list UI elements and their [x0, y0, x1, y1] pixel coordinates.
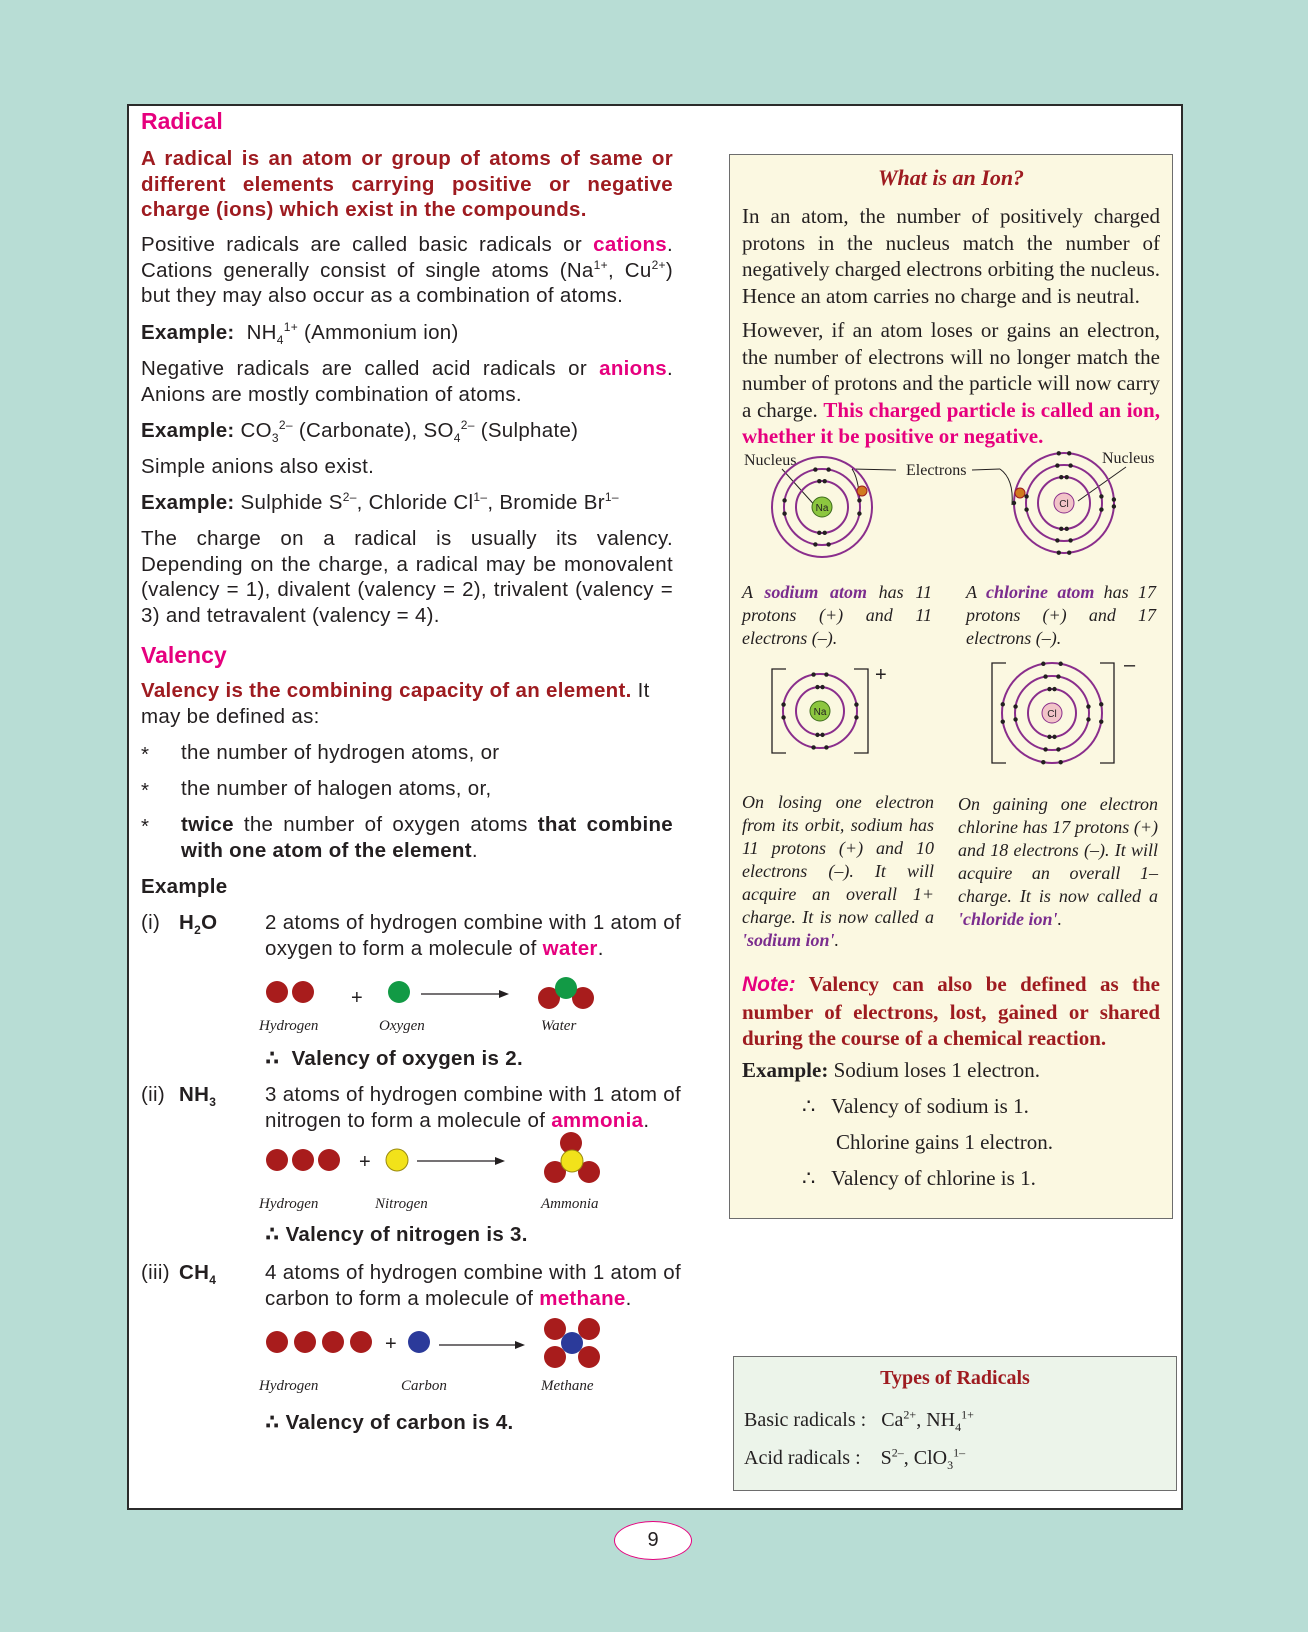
example-1-text [265, 910, 685, 961]
electron-dot [782, 498, 786, 502]
na-charge: 1+ [593, 257, 608, 272]
note-text [742, 971, 1160, 1052]
therefore-symbol: ∴ [802, 1166, 816, 1190]
positive-text-3: , Cu [607, 258, 652, 282]
formula: CH [179, 1261, 210, 1284]
electron-dot [1024, 507, 1028, 511]
example-ammonium [141, 320, 459, 347]
cu-charge: 2+ [651, 257, 666, 272]
bullet3-bold: that combine with one atom of the element [181, 813, 673, 862]
clo-sub: 3 [947, 1458, 954, 1472]
electron-dot [781, 702, 785, 706]
electron-dot [811, 745, 815, 749]
s-charge: 2– [891, 1445, 904, 1460]
electron-dot [1047, 735, 1051, 739]
electron-dot [854, 702, 858, 706]
ion-para-2 [742, 317, 1160, 450]
formula-sub: 3 [209, 1095, 217, 1110]
valency-def-rest: It may be defined as: [141, 679, 650, 728]
electron-dot [1043, 674, 1047, 678]
acid-label: Acid radicals : [744, 1447, 861, 1469]
caption-hydrogen: Hydrogen [259, 1196, 319, 1212]
bullet-2 [141, 778, 149, 805]
electron-dot [826, 467, 830, 471]
formula: NH [179, 1083, 210, 1106]
anions-term: anions [599, 357, 667, 380]
hydrogen-atom [350, 1331, 372, 1353]
hydrogen-atom [292, 1149, 314, 1171]
electron-dot [1059, 527, 1063, 531]
simple-anions-text: Simple anions also exist. [141, 455, 375, 478]
sodium-ion-term: 'sodium ion' [742, 930, 835, 950]
example-line: Sodium loses 1 electron. [828, 1058, 1041, 1082]
caption-oxygen: Oxygen [379, 1018, 425, 1034]
sulphide-charge: 2– [342, 490, 357, 505]
bullet-1-text: the number of hydrogen atoms, or [181, 741, 500, 764]
electron-dot [813, 542, 817, 546]
bullet-1 [141, 742, 149, 769]
formula-tail: O [201, 911, 218, 934]
example-3-text [265, 1260, 685, 1311]
plus-sign: + [351, 987, 363, 1009]
caption-part: . [1057, 909, 1063, 929]
clo-charge: 1– [953, 1445, 966, 1460]
ion-example-line-1 [742, 1057, 1040, 1084]
caption-carbon: Carbon [401, 1378, 447, 1394]
co-sup: 2– [278, 418, 293, 433]
electron-dot [1012, 501, 1016, 505]
electron-dot [817, 479, 821, 483]
caption-hydrogen: Hydrogen [259, 1018, 319, 1034]
electron-dot [815, 733, 819, 737]
radical-definition: A radical is an atom or group of atoms of same or different elements carrying positive or negative charge (ions) which exist in the compounds. [141, 147, 673, 221]
electron-dot [781, 715, 785, 719]
example-label: Example: [141, 491, 235, 514]
nh-sub: 4 [276, 333, 284, 348]
methane-hydrogen [578, 1346, 600, 1368]
example-label: Example: [742, 1058, 829, 1082]
electron-dot [1056, 747, 1060, 751]
therefore-symbol: ∴ [265, 1223, 280, 1246]
caption-nitrogen: Nitrogen [375, 1196, 428, 1212]
hydrogen-atom [266, 1149, 288, 1171]
chlorine-atom-caption [966, 581, 1156, 650]
so-sup: 2– [460, 418, 475, 433]
gained-electron [1015, 488, 1025, 498]
electron-dot [1024, 494, 1028, 498]
water-reaction-diagram [259, 966, 619, 1016]
conclusion-text: Valency of oxygen is 2. [291, 1047, 523, 1070]
bullet-marker: * [141, 815, 150, 838]
example-text: 3 atoms of hydrogen combine with 1 atom of nitrogen to form a molecule of [265, 1083, 681, 1132]
separator: , ClO [903, 1447, 948, 1469]
electron-dot [1086, 717, 1090, 721]
caption-water: Water [541, 1018, 577, 1034]
product-name: methane [539, 1286, 626, 1310]
page-number: 9 [614, 1521, 692, 1560]
electron-dot [1013, 704, 1017, 708]
example-line: Valency of chlorine is 1. [831, 1166, 1036, 1190]
co-formula: CO [234, 419, 272, 442]
caption-part: has 17 protons (+) and 17 electrons (–). [966, 582, 1156, 648]
electron-dot [811, 672, 815, 676]
electron-dot [824, 672, 828, 676]
ion-diagrams [730, 655, 1172, 781]
product-name: ammonia [551, 1108, 644, 1132]
sodium-symbol: Na [815, 503, 829, 514]
arrow-head [515, 1341, 525, 1349]
electron-dot [1112, 504, 1116, 508]
formula-sub: 4 [209, 1273, 217, 1288]
positive-text-1: Positive radicals are called basic radicals or [141, 233, 594, 256]
electron-dot [1059, 475, 1063, 479]
valence-electron [857, 486, 867, 496]
methane-reaction-diagram [259, 1312, 619, 1378]
electron-dot [1086, 704, 1090, 708]
positive-text-2: . Cations generally consist of single atoms (Na [141, 233, 673, 282]
electron-dot [857, 498, 861, 502]
electron-dot [1058, 662, 1062, 666]
electron-dot [820, 733, 824, 737]
ion-para-2-text: However, if an atom loses or gains an electron, the number of electrons will no longer match the number of protons and the particle will now carry a charge. [742, 318, 1160, 422]
electron-dot [1068, 538, 1072, 542]
electron-dot [1068, 463, 1072, 467]
positive-text-4: ) but they may also occur as a combination of atoms. [141, 258, 673, 307]
methane-hydrogen [578, 1318, 600, 1340]
chlorine-symbol: Cl [1047, 709, 1057, 720]
caption-methane: Methane [541, 1378, 594, 1394]
bullet3-mid: the number of oxygen atoms [233, 813, 538, 836]
electron-dot [1055, 463, 1059, 467]
electron-dot [824, 745, 828, 749]
ion-example-line-4 [802, 1165, 1036, 1192]
radical-charge-text: The charge on a radical is usually its valency. Depending on the charge, a radical may be monovalent (valency = 1), divalent (valency = 2), trivalent (valency = 3) and tetravalent (valency = 4). [141, 527, 673, 627]
what-is-an-ion-box [729, 154, 1173, 1219]
sodium-ion-caption [742, 791, 934, 952]
ion-box-title: What is an Ion? [877, 165, 1025, 190]
period: . [597, 936, 604, 960]
radical-heading: Radical [141, 108, 223, 134]
example-2-formula [179, 1082, 216, 1109]
types-of-radicals-box [733, 1356, 1177, 1491]
bromide: , Bromide Br [487, 491, 605, 514]
therefore-symbol: ∴ [802, 1094, 816, 1118]
positive-charge: + [875, 664, 887, 686]
nucleus-label-right: Nucleus [1102, 450, 1155, 467]
caption-ammonia: Ammonia [541, 1196, 599, 1212]
hydrogen-atom [294, 1331, 316, 1353]
conclusion-nitrogen [265, 1222, 528, 1249]
chloride-charge: 1– [473, 490, 488, 505]
electron-dot [1055, 538, 1059, 542]
electron-dot [815, 685, 819, 689]
electron-dot [823, 479, 827, 483]
sulphate-name: (Sulphate) [474, 419, 579, 442]
valency-definition [141, 678, 673, 729]
bullet-2-text: the number of halogen atoms, or, [181, 777, 492, 800]
period: . [643, 1108, 650, 1132]
formula-sub: 2 [194, 923, 202, 938]
electron-dot [1099, 494, 1103, 498]
conclusion-carbon [265, 1410, 514, 1437]
oxygen-atom [388, 981, 410, 1003]
co-sub: 3 [271, 431, 279, 446]
electron-dot [1067, 451, 1071, 455]
ammonium-name: (Ammonium ion) [298, 321, 459, 344]
sodium-ion-diagram [772, 664, 887, 753]
nh-sub: 4 [955, 1420, 962, 1434]
caption-hydrogen: Hydrogen [259, 1378, 319, 1394]
methane-hydrogen [544, 1346, 566, 1368]
basic-label: Basic radicals : [744, 1409, 867, 1431]
electron-dot [817, 531, 821, 535]
electron-dot [1112, 497, 1116, 501]
electron-dot [1067, 551, 1071, 555]
plus-sign: + [385, 1333, 397, 1355]
types-title: Types of Radicals [880, 1367, 1030, 1389]
methane-hydrogen [544, 1318, 566, 1340]
example-text: 2 atoms of hydrogen combine with 1 atom of oxygen to form a molecule of [265, 911, 681, 960]
bracket-left [992, 663, 1006, 763]
electron-dot [1099, 719, 1103, 723]
bullet-marker: * [141, 743, 150, 766]
bullet3-end: . [471, 838, 478, 862]
ammonia-nitrogen [561, 1150, 583, 1172]
electron-dot [823, 531, 827, 535]
chlorine-atom-diagram [1014, 453, 1114, 553]
example-1-formula [179, 910, 217, 937]
nh-sup: 1+ [283, 320, 299, 335]
electron-dot [1058, 760, 1062, 764]
positive-radicals-text [141, 232, 673, 309]
carbonate-name: (Carbonate), SO [292, 419, 454, 442]
electron-dot [1001, 719, 1005, 723]
separator: , NH [916, 1409, 956, 1431]
electron-dot [1065, 475, 1069, 479]
chlorine-symbol: Cl [1059, 499, 1069, 510]
ca: Ca [881, 1409, 904, 1431]
formula: H [179, 911, 195, 934]
electron-dot [854, 715, 858, 719]
hydrogen-atom [322, 1331, 344, 1353]
ion-example-line-3: Chlorine gains 1 electron. [836, 1130, 1053, 1154]
basic-radicals-row [744, 1407, 974, 1434]
hydrogen-atom [292, 981, 314, 1003]
methane-carbon [561, 1332, 583, 1354]
electron-dot [1057, 551, 1061, 555]
example-3-num: (iii) [141, 1261, 170, 1284]
arrow-head [499, 990, 509, 998]
arrow-head [495, 1157, 505, 1165]
bullet-3-text [181, 812, 673, 863]
chlorine-atom-term: chlorine atom [986, 582, 1095, 602]
note-label: Note: [742, 973, 796, 996]
sodium-atom-diagram [772, 457, 872, 557]
page-frame [127, 104, 1183, 1510]
example-2-text [265, 1082, 685, 1133]
chloride-ion-diagram [992, 655, 1136, 763]
negative-radicals-text [141, 356, 673, 407]
ion-example-line-2 [802, 1093, 1029, 1120]
caption-part: On losing one electron from its orbit, sodium has 11 protons (+) and 10 electrons (–). It will acquire an overall 1+ charge. It is now called a [742, 792, 934, 927]
bullet-marker: * [141, 779, 150, 802]
so-sub: 4 [453, 431, 461, 446]
water-oxygen [555, 977, 577, 999]
example-text: 4 atoms of hydrogen combine with 1 atom of carbon to form a molecule of [265, 1261, 681, 1310]
electron-dot [820, 685, 824, 689]
valency-def-bold: Valency is the combining capacity of an element. [141, 679, 632, 702]
s: S [880, 1447, 892, 1469]
electrons-pointer-right-curve [1000, 469, 1012, 505]
electron-dot [1099, 507, 1103, 511]
electron-dot [1057, 451, 1061, 455]
hydrogen-atom [266, 981, 288, 1003]
example-heading: Example [141, 875, 228, 898]
chloride: , Chloride Cl [356, 491, 474, 514]
electron-dot [1013, 717, 1017, 721]
caption-part: has 11 protons (+) and 11 electrons (–). [742, 582, 932, 648]
therefore-symbol: ∴ [265, 1047, 280, 1070]
caption-part: A [966, 582, 986, 602]
electron-dot [1041, 662, 1045, 666]
ammonia-reaction-diagram [259, 1130, 619, 1192]
nh-formula: NH [246, 321, 277, 344]
bromide-charge: 1– [604, 490, 619, 505]
hydrogen-atom [318, 1149, 340, 1171]
electron-dot [826, 542, 830, 546]
sulphide: Sulphide S [234, 491, 343, 514]
example-line: Valency of sodium is 1. [831, 1094, 1029, 1118]
electron-dot [857, 511, 861, 515]
conclusion-text: Valency of carbon is 4. [285, 1411, 514, 1434]
acid-radicals-row [744, 1445, 965, 1472]
therefore-symbol: ∴ [265, 1411, 280, 1434]
nucleus-label-left: Nucleus [744, 452, 797, 469]
electrons-pointer-right [972, 469, 1000, 470]
product-name: water [542, 936, 598, 960]
negative-text-1: Negative radicals are called acid radicals or [141, 357, 600, 380]
electron-dot [1065, 527, 1069, 531]
conclusion-text: Valency of nitrogen is 3. [285, 1223, 528, 1246]
electron-dot [813, 467, 817, 471]
electron-dot [1056, 674, 1060, 678]
ion-para-1: In an atom, the number of positively charged protons in the nucleus match the number of negatively charged electrons orbiting the nucleus. Hence an atom carries no charge and is neutral. [742, 204, 1160, 308]
nitrogen-atom [386, 1149, 408, 1171]
ion-definition: This charged particle is called an ion, whether it be positive or negative. [742, 397, 1160, 448]
electron-dot [1041, 760, 1045, 764]
note-body: Valency can also be defined as the number of electrons, lost, gained or shared during the course of a chemical reaction. [742, 972, 1160, 1050]
electron-dot [1052, 735, 1056, 739]
chloride-ion-term: 'chloride ion' [958, 909, 1058, 929]
electron-dot [1001, 702, 1005, 706]
nh-charge: 1+ [961, 1407, 974, 1422]
electron-dot [1047, 687, 1051, 691]
electrons-pointer-left [852, 469, 896, 470]
sodium-symbol: Na [813, 707, 827, 718]
caption-part: On gaining one electron chlorine has 17 protons (+) and 18 electrons (–). It will acquire an overall 1– charge. It is now called a [958, 794, 1158, 906]
electron-dot [1052, 687, 1056, 691]
valency-heading: Valency [141, 642, 227, 668]
electrons-label: Electrons [906, 462, 967, 479]
example-2-num: (ii) [141, 1083, 165, 1106]
example-label: Example: [141, 419, 235, 442]
period: . [625, 1286, 632, 1310]
atom-diagrams [730, 445, 1172, 575]
example-3-formula [179, 1260, 216, 1287]
example-simple-anions [141, 490, 619, 517]
carbon-atom [408, 1331, 430, 1353]
example-label: Example: [141, 321, 235, 344]
twice-bold: twice [181, 813, 234, 836]
electron-dot [1099, 702, 1103, 706]
caption-part: A [742, 582, 765, 602]
example-1-num: (i) [141, 911, 161, 934]
bullet-3 [141, 814, 149, 841]
hydrogen-atom [266, 1331, 288, 1353]
sodium-atom-caption [742, 581, 932, 650]
chloride-ion-caption [958, 793, 1158, 931]
sodium-atom-term: sodium atom [764, 582, 868, 602]
example-carbonate-sulphate [141, 418, 578, 445]
ca-charge: 2+ [903, 1407, 917, 1422]
cations-term: cations [593, 233, 667, 256]
plus-sign: + [359, 1151, 371, 1173]
negative-text-2: . Anions are mostly combination of atoms. [141, 357, 673, 406]
electron-dot [1043, 747, 1047, 751]
electron-dot [782, 511, 786, 515]
negative-charge: – [1124, 655, 1136, 676]
conclusion-oxygen [265, 1046, 523, 1073]
caption-part: . [834, 930, 840, 950]
